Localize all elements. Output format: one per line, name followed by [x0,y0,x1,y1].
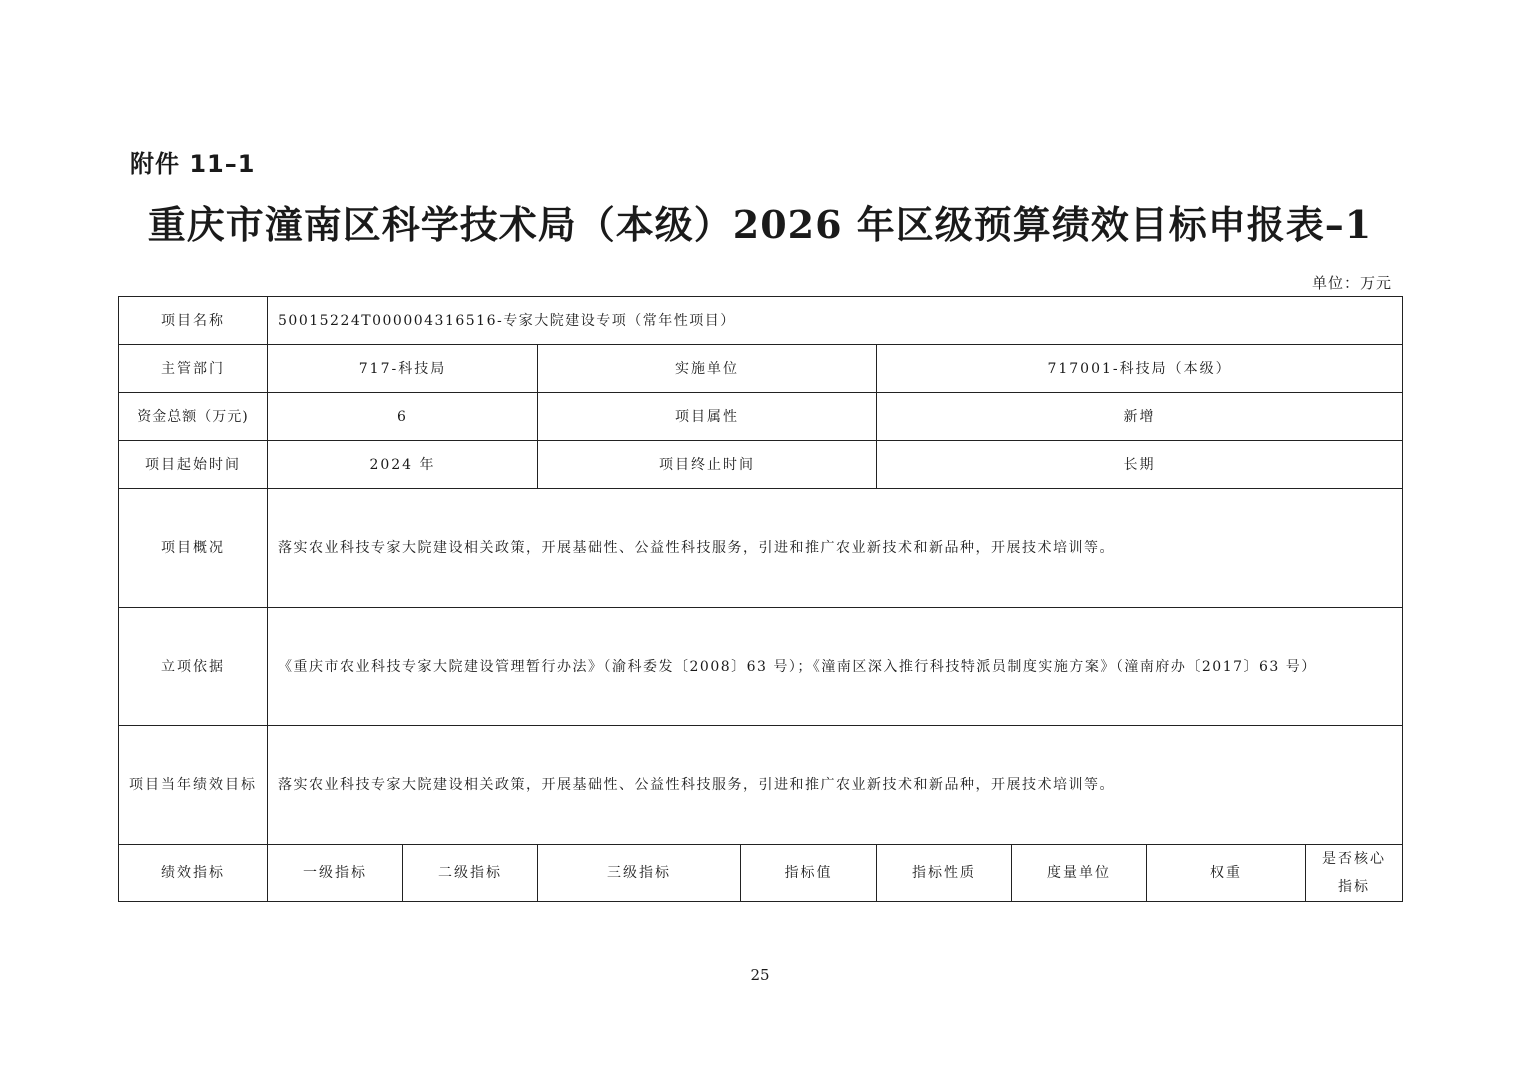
indicator-header: 三级指标 [538,845,741,902]
unit-label: 单位：万元 [1311,274,1392,292]
end-value: 长期 [877,441,1403,489]
end-label: 项目终止时间 [538,441,877,489]
start-label: 项目起始时间 [119,441,268,489]
table-row [119,345,1403,393]
attr-value: 新增 [877,393,1403,441]
page-title: 重庆市潼南区科学技术局（本级）2026 年区级预算绩效目标申报表–1 [147,202,1373,247]
dept-label: 主管部门 [119,345,268,393]
funds-value: 6 [268,393,538,441]
indicator-header: 权重 [1147,845,1306,902]
project-name-value: 50015224T000004316516-专家大院建设专项（常年性项目） [268,297,1403,345]
table-row [119,441,1403,489]
funds-label: 资金总额（万元) [119,393,268,441]
attachment-label: 附件 11–1 [130,150,256,178]
start-value: 2024 年 [268,441,538,489]
attr-label: 项目属性 [538,393,877,441]
goal-label: 项目当年绩效目标 [119,726,268,845]
dept-value: 717-科技局 [268,345,538,393]
table-row [119,726,1403,845]
indicator-header: 绩效指标 [119,845,268,902]
overview-label: 项目概况 [119,489,268,608]
indicator-header: 二级指标 [403,845,538,902]
indicator-header: 是否核心指标 [1306,845,1403,902]
project-name-label: 项目名称 [119,297,268,345]
table-row [119,297,1403,345]
indicator-header: 度量单位 [1012,845,1147,902]
basis-value: 《重庆市农业科技专家大院建设管理暂行办法》（渝科委发〔2008〕63 号）；《潼南区深入推行科技特派员制度实施方案》（潼南府办〔2017〕63 号） [268,608,1403,726]
table-row [119,489,1403,608]
overview-value: 落实农业科技专家大院建设相关政策，开展基础性、公益性科技服务，引进和推广农业新技术和新品种，开展技术培训等。 [268,489,1403,608]
page-number: 25 [750,966,770,984]
impl-unit-value: 717001-科技局（本级） [877,345,1403,393]
goal-value: 落实农业科技专家大院建设相关政策，开展基础性、公益性科技服务，引进和推广农业新技术和新品种，开展技术培训等。 [268,726,1403,845]
table-row [119,608,1403,726]
indicator-header: 指标值 [741,845,877,902]
table-row [119,393,1403,441]
indicator-header-row [119,845,1403,902]
performance-target-form [118,296,1403,902]
basis-label: 立项依据 [119,608,268,726]
impl-unit-label: 实施单位 [538,345,877,393]
indicator-header: 一级指标 [268,845,403,902]
indicator-header: 指标性质 [877,845,1012,902]
